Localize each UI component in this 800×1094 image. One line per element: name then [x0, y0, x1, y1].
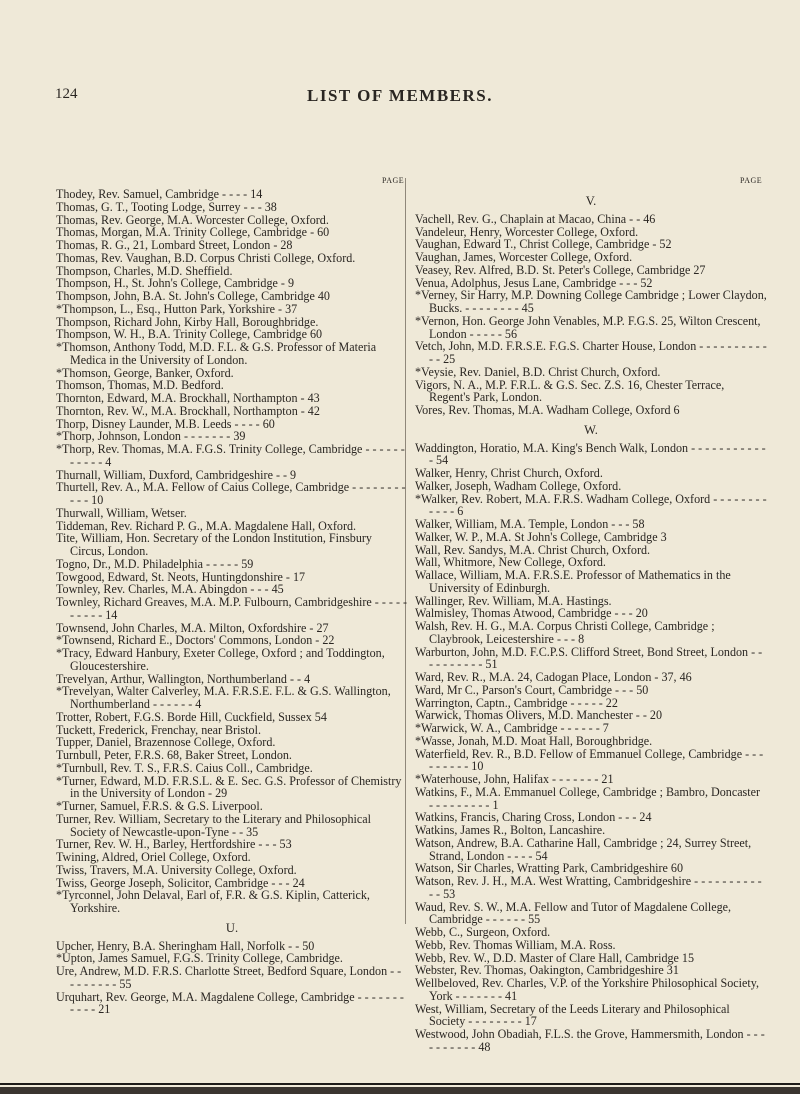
member-entry: Tiddeman, Rev. Richard P. G., M.A. Magdalene Hall, Oxford. — [56, 518, 357, 533]
member-entry: Westwood, John Obadiah, F.L.S. the Grove, Hammersmith, London - - - - - - - - - - 48 — [415, 1027, 765, 1054]
member-entry: Thornton, Edward, M.A. Brockhall, Northampton - 43 — [56, 391, 320, 405]
member-entry: Watkins, F., M.A. Emmanuel College, Cambridge ; Bambro, Doncaster - - - - - - - - - 1 — [415, 784, 761, 812]
member-entry: Watkins, Francis, Charing Cross, London - - - 24 — [415, 810, 652, 825]
member-entry: Tuckett, Frederick, Frenchay, near Bristol. — [56, 722, 261, 737]
member-entry: Ure, Andrew, M.D. F.R.S. Charlotte Street, Bedford Square, London - - - - - - - - - 55 — [56, 964, 402, 991]
member-entry: *Wasse, Jonah, M.D. Moat Hall, Boroughbridge. — [415, 733, 653, 748]
member-entry: *Vernon, Hon. George John Venables, M.P. F.G.S. 25, Wilton Crescent, London - - - - - 56 — [415, 313, 761, 341]
member-entry: Vetch, John, M.D. F.R.S.E. F.G.S. Charter House, London - - - - - - - - - - - - 25 — [415, 339, 767, 366]
member-entry: Thompson, Charles, M.D. Sheffield. — [56, 263, 233, 278]
member-entry: Trotter, Robert, F.G.S. Borde Hill, Cuckfield, Sussex 54 — [56, 709, 327, 724]
member-entry: Warwick, Thomas Olivers, M.D. Manchester - - 20 — [415, 708, 663, 723]
member-entry: Thomas, G. T., Tooting Lodge, Surrey - - - 38 — [56, 199, 277, 214]
member-entry: Waterfield, Rev. R., B.D. Fellow of Emmanuel College, Cambridge - - - - - - - - - 10 — [415, 746, 764, 774]
member-entry: Webb, C., Surgeon, Oxford. — [415, 925, 551, 939]
member-entry: *Warwick, W. A., Cambridge - - - - - - 7 — [415, 721, 609, 735]
member-entry: *Veysie, Rev. Daniel, B.D. Christ Church, Oxford. — [415, 364, 661, 379]
member-entry: Townsend, John Charles, M.A. Milton, Oxfordshire - 27 — [56, 620, 329, 635]
member-entry: West, William, Secretary of the Leeds Literary and Philosophical Society - - - - - - - - 17 — [415, 1001, 730, 1029]
left-column — [56, 188, 408, 1016]
member-entry: Thorp, Disney Launder, M.B. Leeds - - - - 60 — [56, 416, 275, 431]
member-entry: Thomson, Thomas, M.D. Bedford. — [56, 378, 224, 393]
member-entry: Warburton, John, M.D. F.C.P.S. Clifford Street, Bond Street, London - - - - - - - - - - 51 — [415, 644, 763, 672]
member-entry: Thurwall, William, Wetser. — [56, 505, 187, 520]
member-entry: Twiss, George Joseph, Solicitor, Cambridge - - - 24 — [56, 875, 305, 890]
member-entry: Turner, Rev. William, Secretary to the Literary and Philosophical Society of Newcastle-upon-Tyne - - 35 — [56, 811, 371, 839]
member-entry: Vigors, N. A., M.P. F.R.L. & G.S. Sec. Z.S. 16, Chester Terrace, Regent's Park, London. — [415, 377, 725, 405]
member-entry: Vandeleur, Henry, Worcester College, Oxford. — [415, 224, 639, 239]
member-entry: Ward, Mr C., Parson's Court, Cambridge - - - 50 — [415, 682, 649, 697]
member-entry: *Upton, James Samuel, F.G.S. Trinity College, Cambridge. — [56, 951, 343, 966]
member-entry: Watson, Sir Charles, Wratting Park, Cambridgeshire 60 — [415, 861, 684, 876]
member-entry: Thompson, Richard John, Kirby Hall, Boroughbridge. — [56, 314, 319, 329]
member-entry: Webb, Rev. W., D.D. Master of Clare Hall, Cambridge 15 — [415, 950, 695, 965]
member-entry: Watkins, James R., Bolton, Lancashire. — [415, 823, 606, 837]
member-entry: Vaughan, James, Worcester College, Oxford. — [415, 250, 633, 264]
member-entry: Thompson, John, B.A. St. John's College, Cambridge 40 — [56, 289, 330, 303]
member-entry: Walker, Henry, Christ Church, Oxford. — [415, 466, 603, 480]
member-entry: Webster, Rev. Thomas, Oakington, Cambridgeshire 31 — [415, 963, 679, 978]
member-entry: Tite, William, Hon. Secretary of the London Institution, Finsbury Circus, London. — [56, 531, 372, 558]
member-entry: *Turner, Samuel, F.R.S. & G.S. Liverpool. — [56, 799, 263, 813]
member-entry: Walker, Joseph, Wadham College, Oxford. — [415, 478, 622, 493]
member-entry: Walsh, Rev. H. G., M.A. Corpus Christi College, Cambridge ; Claybrook, Leicestershire - - - 8 — [415, 619, 715, 646]
member-entry: *Trevelyan, Walter Calverley, M.A. F.R.S.E. F.L. & G.S. Wallington, Northumberland - - - - - - 4 — [56, 684, 391, 711]
member-entry: *Turnbull, Rev. T. S., F.R.S. Caius Coll., Cambridge. — [56, 760, 313, 775]
member-entry: Vaughan, Edward T., Christ College, Cambridge - 52 — [415, 237, 672, 252]
member-entry: *Townsend, Richard E., Doctors' Commons, London - 22 — [56, 633, 335, 648]
member-entry: Towgood, Edward, St. Neots, Huntingdonshire - 17 — [56, 569, 306, 584]
running-head: LIST OF MEMBERS. — [306, 86, 493, 105]
member-entry: Vachell, Rev. G., Chaplain at Macao, China - - 46 — [415, 211, 656, 226]
member-entry: Watson, Andrew, B.A. Catharine Hall, Cambridge ; 24, Surrey Street, Strand, London - - - - 54 — [415, 835, 752, 863]
member-entry: Ward, Rev. R., M.A. 24, Cadogan Place, London - 37, 46 — [415, 670, 692, 684]
member-entry: Walmisley, Thomas Atwood, Cambridge - - - 20 — [415, 606, 648, 621]
member-entry: Vores, Rev. Thomas, M.A. Wadham College, Oxford 6 — [415, 403, 680, 417]
member-entry: Turner, Rev. W. H., Barley, Hertfordshire - - - 53 — [56, 837, 292, 852]
member-entry: Upcher, Henry, B.A. Sheringham Hall, Norfolk - - 50 — [56, 938, 315, 953]
member-entry: Trevelyan, Arthur, Wallington, Northumberland - - 4 — [56, 671, 311, 686]
member-entry: Venua, Adolphus, Jesus Lane, Cambridge - - - 52 — [415, 275, 653, 290]
member-entry: Thurtell, Rev. A., M.A. Fellow of Caius College, Cambridge - - - - - - - - - - - 10 — [56, 480, 406, 507]
member-entry: *Thompson, L., Esq., Hutton Park, Yorkshire - 37 — [56, 301, 298, 316]
member-entry: *Thorp, Rev. Thomas, M.A. F.G.S. Trinity College, Cambridge - - - - - - - - - - - 4 — [56, 442, 405, 469]
member-entry: *Tracy, Edward Hanbury, Exeter College, Oxford ; and Toddington, Gloucestershire. — [56, 646, 385, 673]
right-column — [415, 188, 767, 1054]
section-letter: V. — [585, 194, 597, 208]
member-entry: Wall, Rev. Sandys, M.A. Christ Church, Oxford. — [415, 542, 651, 557]
bottom-rule — [0, 1083, 800, 1085]
member-entry: Thomas, Rev. Vaughan, B.D. Corpus Christi College, Oxford. — [56, 250, 356, 265]
member-entry: *Walker, Rev. Robert, M.A. F.R.S. Wadham College, Oxford - - - - - - - - - - - - 6 — [415, 491, 767, 519]
member-entry: Urquhart, Rev. George, M.A. Magdalene College, Cambridge - - - - - - - - - - - 21 — [56, 989, 404, 1017]
member-entry: Waud, Rev. S. W., M.A. Fellow and Tutor of Magdalene College, Cambridge - - - - - - 55 — [415, 899, 732, 927]
member-entry: Thornton, Rev. W., M.A. Brockhall, Northampton - 42 — [56, 403, 320, 418]
member-entry: Turnbull, Peter, F.R.S. 68, Baker Street, London. — [56, 748, 292, 762]
member-entry: Twining, Aldred, Oriel College, Oxford. — [56, 850, 251, 864]
member-entry: Wallace, William, M.A. F.R.S.E. Professor of Mathematics in the University of Edinburgh. — [415, 568, 731, 595]
member-entry: Wallinger, Rev. William, M.A. Hastings. — [415, 593, 612, 608]
member-entry: Townley, Rev. Charles, M.A. Abingdon - - - 45 — [56, 582, 284, 597]
member-entry: Thomas, R. G., 21, Lombard Street, London - 28 — [56, 238, 293, 252]
member-entry: Warrington, Captn., Cambridge - - - - - 22 — [415, 695, 618, 710]
member-entry: Thurnall, William, Duxford, Cambridgeshire - - 9 — [56, 467, 297, 482]
member-entry: Walker, W. P., M.A. St John's College, Cambridge 3 — [415, 529, 667, 544]
member-entry: Thompson, H., St. John's College, Cambridge - 9 — [56, 276, 294, 291]
member-entry: *Thomson, George, Banker, Oxford. — [56, 365, 234, 380]
section-letter: U. — [225, 920, 239, 935]
member-entry: *Tyrconnel, John Delaval, Earl of, F.R. & G.S. Kiplin, Catterick, Yorkshire. — [56, 888, 370, 915]
member-entry: *Thomson, Anthony Todd, M.D. F.L. & G.S. Professor of Materia Medica in the University of London. — [56, 340, 377, 367]
bottom-band — [0, 1087, 800, 1094]
member-entry: *Verney, Sir Harry, M.P. Downing College Cambridge ; Lower Claydon, Bucks. - - - - - - - - 45 — [415, 288, 767, 315]
member-entry: Walker, William, M.A. Temple, London - - - 58 — [415, 517, 645, 531]
member-entry: Thompson, W. H., B.A. Trinity College, Cambridge 60 — [56, 327, 323, 342]
member-entry: Thomas, Morgan, M.A. Trinity College, Cambridge - 60 — [56, 225, 330, 240]
member-entry: Thomas, Rev. George, M.A. Worcester College, Oxford. — [56, 212, 329, 227]
member-entry: Tupper, Daniel, Brazennose College, Oxford. — [56, 735, 276, 750]
member-entry: Thodey, Rev. Samuel, Cambridge - - - - 14 — [56, 187, 263, 201]
member-entry: Wellbeloved, Rev. Charles, V.P. of the Yorkshire Philosophical Society, York - - - - - - - 41 — [415, 976, 760, 1003]
page-label-right: PAGE — [740, 176, 763, 185]
page-number: 124 — [55, 86, 78, 102]
member-entry: Twiss, Travers, M.A. University College, Oxford. — [56, 862, 297, 877]
member-entry: *Waterhouse, John, Halifax - - - - - - - 21 — [415, 772, 614, 786]
member-entry: Waddington, Horatio, M.A. King's Bench Walk, London - - - - - - - - - - - - 54 — [415, 440, 766, 468]
member-entry: *Turner, Edward, M.D. F.R.S.L. & E. Sec. G.S. Professor of Chemistry in the University of London - 29 — [56, 773, 402, 801]
member-entry: Webb, Rev. Thomas William, M.A. Ross. — [415, 937, 616, 952]
section-letter: W. — [584, 422, 598, 437]
member-entry: Togno, Dr., M.D. Philadelphia - - - - - 59 — [56, 556, 254, 571]
member-entry: *Thorp, Johnson, London - - - - - - - 39 — [56, 429, 246, 444]
member-entry: Veasey, Rev. Alfred, B.D. St. Peter's College, Cambridge 27 — [415, 262, 706, 277]
member-entry: Wall, Whitmore, New College, Oxford. — [415, 555, 606, 570]
member-entry: Watson, Rev. J. H., M.A. West Wratting, Cambridgeshire - - - - - - - - - - - - 53 — [415, 874, 762, 901]
member-entry: Townley, Richard Greaves, M.A. M.P. Fulbourn, Cambridgeshire - - - - - - - - - - 14 — [56, 595, 408, 622]
page-label-left: PAGE — [382, 176, 405, 185]
